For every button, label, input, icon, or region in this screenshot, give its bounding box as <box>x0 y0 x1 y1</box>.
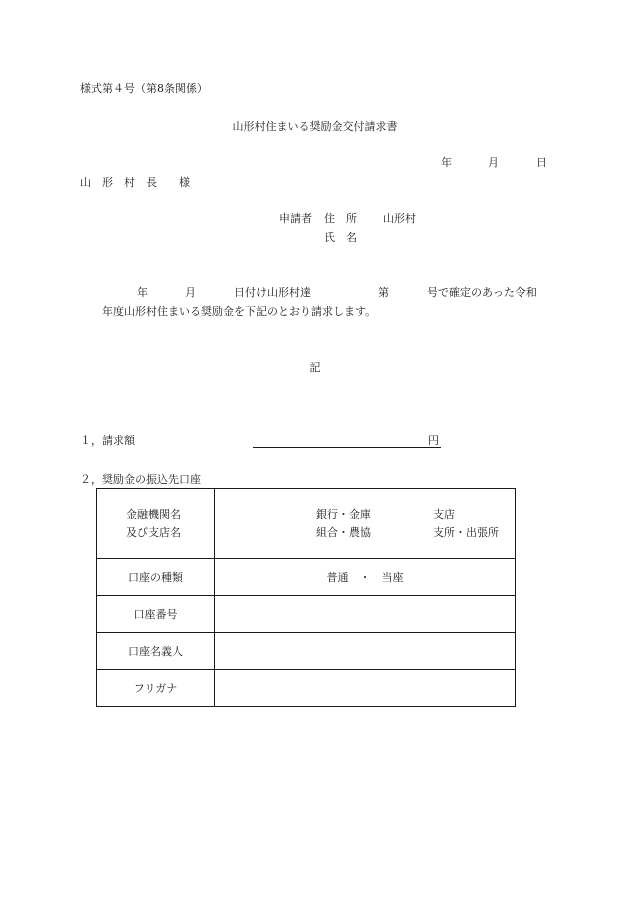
bank-type-line1: 銀行・金庫 <box>316 508 371 521</box>
body-year: 年 <box>137 286 148 299</box>
date-day-label: 日 <box>536 156 547 169</box>
account-type-label: 口座の種類 <box>97 559 215 596</box>
bank-value-cell[interactable] <box>215 489 516 559</box>
amount-input-line <box>253 446 441 448</box>
account-type-value[interactable]: 普通 ・ 当座 <box>215 559 516 596</box>
applicant-address-label: 住 所 <box>324 212 357 225</box>
account-number-label: 口座番号 <box>97 596 215 633</box>
item1-label: １，請求額 <box>80 434 135 447</box>
item2-label: ２，奨励金の振込先口座 <box>80 473 201 486</box>
addressee: 山 形 村 長 様 <box>80 176 190 189</box>
branch-type-line1: 支店 <box>433 508 455 521</box>
account-table <box>96 488 516 707</box>
applicant-name-label: 氏 名 <box>324 231 357 244</box>
furigana-field[interactable] <box>215 670 516 707</box>
ki-heading: 記 <box>309 361 321 374</box>
account-holder-field[interactable] <box>215 633 516 670</box>
table-row-furigana <box>97 670 516 707</box>
document-title: 山形村住まいる奨励金交付請求書 <box>232 120 398 133</box>
table-row-account-number <box>97 596 516 633</box>
bank-label-cell <box>97 489 215 559</box>
applicant-address-value: 山形村 <box>383 212 416 225</box>
item1-unit: 円 <box>428 434 439 447</box>
account-holder-label: 口座名義人 <box>97 633 215 670</box>
bank-label-line1: 金融機関名 <box>126 508 181 521</box>
account-number-field[interactable] <box>215 596 516 633</box>
table-row-account-holder <box>97 633 516 670</box>
date-month-label: 月 <box>488 156 499 169</box>
body-rest: 号で確定のあった令和 <box>427 286 537 299</box>
applicant-role-label: 申請者 <box>279 212 312 225</box>
furigana-label: フリガナ <box>97 670 215 707</box>
date-year-label: 年 <box>441 156 452 169</box>
table-row-account-type <box>97 559 516 596</box>
body-dai: 第 <box>378 286 389 299</box>
table-row-bank <box>97 489 516 559</box>
body-month: 月 <box>185 286 196 299</box>
branch-type-line2: 支所・出張所 <box>433 526 499 539</box>
bank-label-line2: 及び支店名 <box>126 526 181 539</box>
form-number: 様式第４号（第8条関係） <box>80 82 208 95</box>
bank-type-line2: 組合・農協 <box>316 526 371 539</box>
body-line2: 年度山形村住まいる奨励金を下記のとおり請求します。 <box>102 305 377 318</box>
body-dated: 日付け山形村達 <box>234 286 311 299</box>
